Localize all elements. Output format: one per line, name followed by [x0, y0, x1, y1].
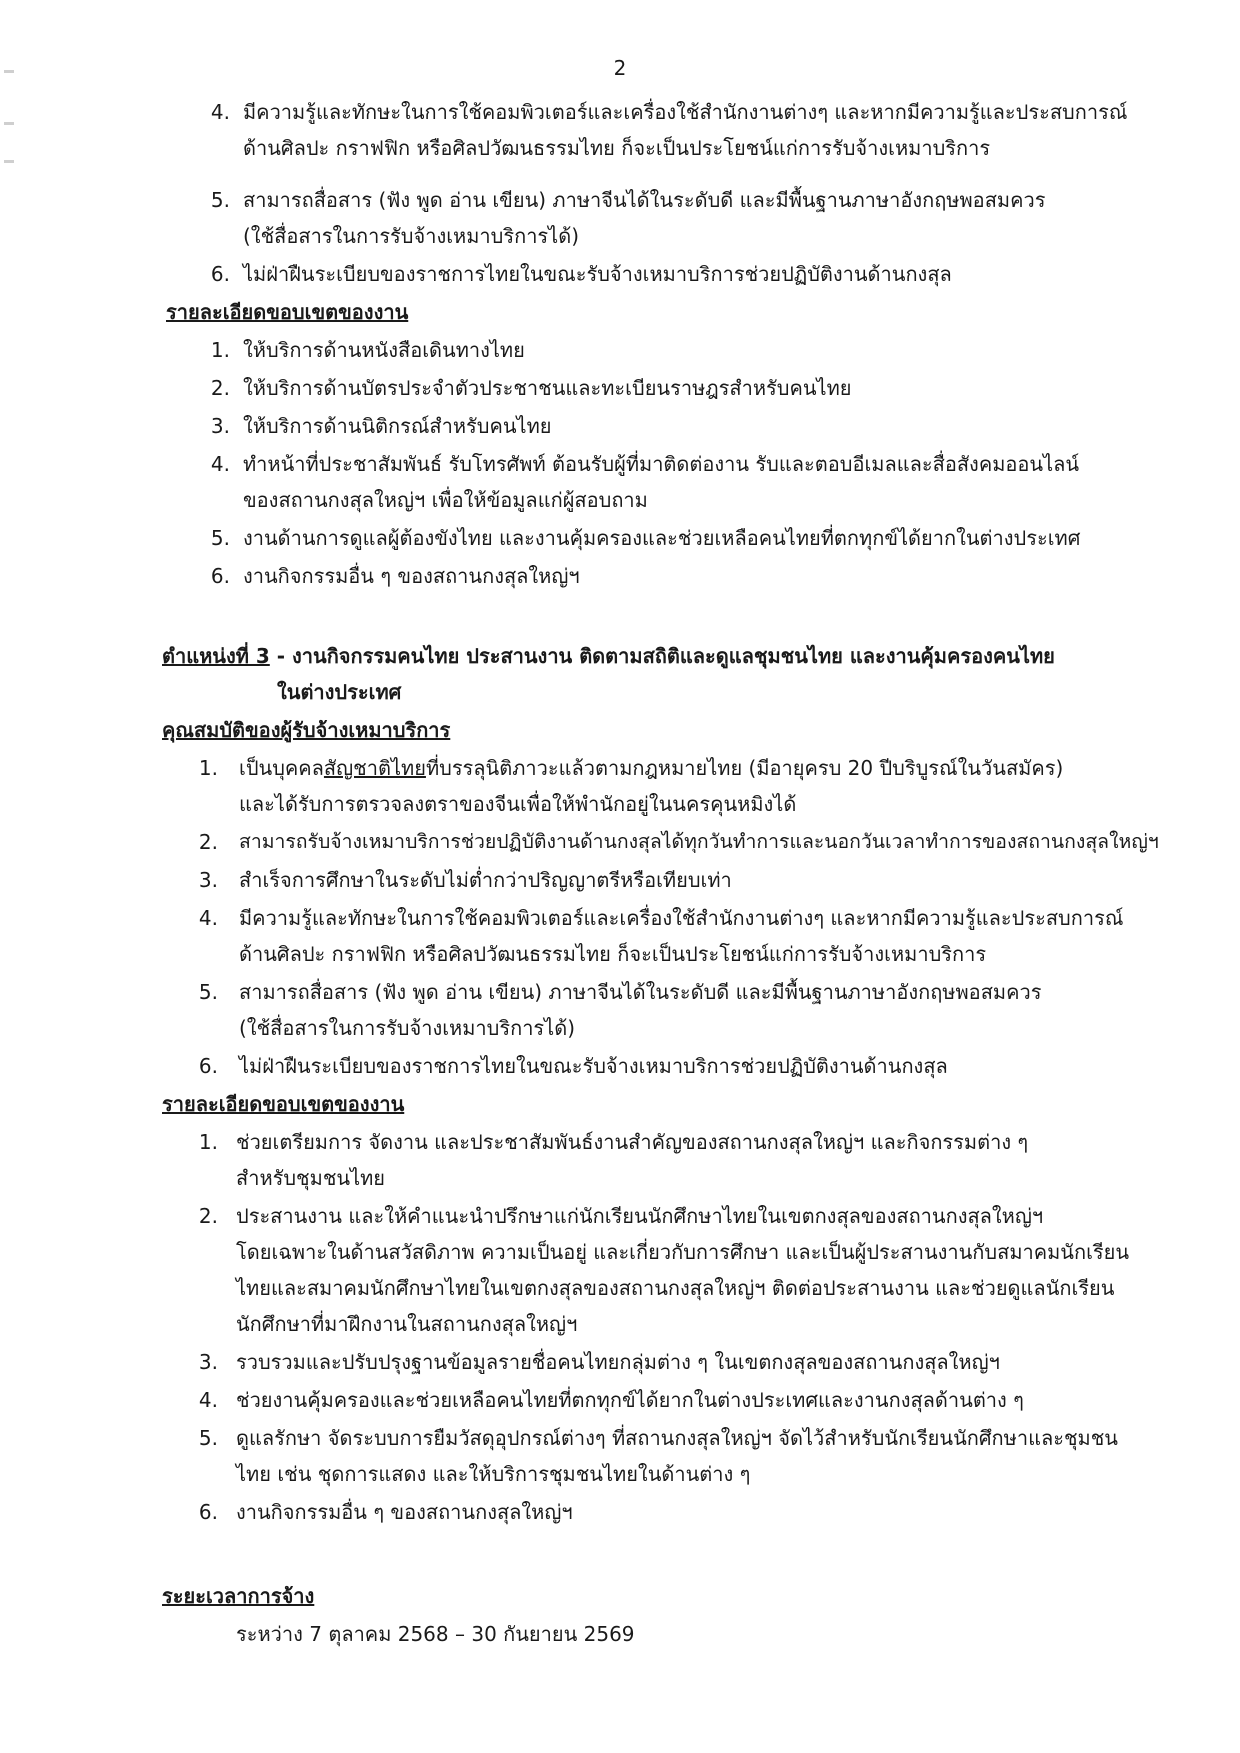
list-number: 6.: [198, 1054, 218, 1078]
scan-artifact: [4, 70, 14, 73]
list-item-text: รวบรวมและปรับปรุงฐานข้อมูลรายชื่อคนไทยกลุ่มต่าง ๆ ในเขตกงสุลของสถานกงสุลใหญ่ฯ: [236, 1350, 1000, 1374]
list-number: 6.: [210, 262, 230, 286]
list-item-text: สำหรับชุมชนไทย: [236, 1166, 386, 1190]
list-number: 3.: [198, 1350, 218, 1374]
list-item-text: ด้านศิลปะ กราฟฟิก หรือศิลปวัฒนธรรมไทย ก็จะเป็นประโยชน์แก่การรับจ้างเหมาบริการ: [243, 136, 991, 160]
list-item-text: (ใช้สื่อสารในการรับจ้างเหมาบริการได้): [239, 1016, 576, 1040]
list-number: 4.: [210, 100, 230, 124]
scan-artifact: [4, 160, 14, 163]
list-item-text: และได้รับการตรวจลงตราของจีนเพื่อให้พำนักอยู่ในนครคุนหมิงได้: [239, 792, 797, 816]
period-text: ระหว่าง 7 ตุลาคม 2568 – 30 กันยายน 2569: [236, 1622, 635, 1646]
list-item-text: สามารถรับจ้างเหมาบริการช่วยปฏิบัติงานด้านกงสุลได้ทุกวันทำการและนอกวันเวลาทำการของสถานกงสุลใหญ่ฯ: [239, 830, 1159, 853]
list-item-text: ไม่ฝ่าฝืนระเบียบของราชการไทยในขณะรับจ้างเหมาบริการช่วยปฏิบัติงานด้านกงสุล: [243, 262, 952, 286]
q1-underlined: สัญชาติไทย: [323, 756, 426, 780]
list-number: 5.: [210, 188, 230, 212]
list-item-text: ดูแลรักษา จัดระบบการยืมวัสดุอุปกรณ์ต่างๆ ที่สถานกงสุลใหญ่ฯ จัดไว้สำหรับนักเรียนนักศึกษาและชุมชน: [236, 1426, 1118, 1450]
list-item-text: ให้บริการด้านนิติกรณ์สำหรับคนไทย: [243, 414, 552, 438]
list-item-text: (ใช้สื่อสารในการรับจ้างเหมาบริการได้): [243, 224, 580, 248]
position-title-text: - งานกิจกรรมคนไทย ประสานงาน ติดตามสถิติและดูแลชุมชนไทย และงานคุ้มครองคนไทย: [269, 644, 1055, 668]
q1-post: ที่บรรลุนิติภาวะแล้วตามกฎหมายไทย (มีอายุครบ 20 ปีบริบูรณ์ในวันสมัคร): [425, 756, 1064, 780]
list-item-text: ช่วยเตรียมการ จัดงาน และประชาสัมพันธ์งานสำคัญของสถานกงสุลใหญ่ฯ และกิจกรรมต่าง ๆ: [236, 1130, 1029, 1154]
list-item-text: ทำหน้าที่ประชาสัมพันธ์ รับโทรศัพท์ ต้อนรับผู้ที่มาติดต่องาน รับและตอบอีเมลและสื่อสังคมออนไลน์: [243, 452, 1080, 476]
period-heading: ระยะเวลาการจ้าง: [162, 1584, 315, 1608]
list-number: 2.: [198, 830, 218, 854]
list-item-text: ด้านศิลปะ กราฟฟิก หรือศิลปวัฒนธรรมไทย ก็จะเป็นประโยชน์แก่การรับจ้างเหมาบริการ: [239, 942, 987, 966]
list-item-text: งานด้านการดูแลผู้ต้องขังไทย และงานคุ้มครองและช่วยเหลือคนไทยที่ตกทุกข์ได้ยากในต่างประเทศ: [243, 526, 1081, 550]
list-number: 4.: [210, 452, 230, 476]
list-item-text: ให้บริการด้านบัตรประจำตัวประชาชนและทะเบียนราษฎรสำหรับคนไทย: [243, 376, 852, 400]
list-item-text: สำเร็จการศึกษาในระดับไม่ต่ำกว่าปริญญาตรีหรือเทียบเท่า: [239, 868, 732, 892]
list-item-text: งานกิจกรรมอื่น ๆ ของสถานกงสุลใหญ่ฯ: [236, 1500, 573, 1524]
scope-heading: รายละเอียดขอบเขตของงาน: [162, 1092, 405, 1116]
q1-pre: เป็นบุคคล: [239, 756, 324, 780]
list-number: 5.: [198, 980, 218, 1004]
list-item-text: โดยเฉพาะในด้านสวัสดิภาพ ความเป็นอยู่ และเกี่ยวกับการศึกษา และเป็นผู้ประสานงานกับสมาคมนักเรียน: [236, 1240, 1130, 1264]
list-number: 6.: [198, 1500, 218, 1524]
list-item-text: ช่วยงานคุ้มครองและช่วยเหลือคนไทยที่ตกทุกข์ได้ยากในต่างประเทศและงานกงสุลด้านต่าง ๆ: [236, 1388, 1024, 1412]
list-item-text: สามารถสื่อสาร (ฟัง พูด อ่าน เขียน) ภาษาจีนได้ในระดับดี และมีพื้นฐานภาษาอังกฤษพอสมควร: [239, 980, 1042, 1004]
list-item-text: ให้บริการด้านหนังสือเดินทางไทย: [243, 338, 525, 362]
list-item-text: ไทยและสมาคมนักศึกษาไทยในเขตกงสุลของสถานกงสุลใหญ่ฯ ติดต่อประสานงาน และช่วยดูแลนักเรียน: [236, 1276, 1115, 1300]
list-number: 2.: [210, 376, 230, 400]
list-item-text: ของสถานกงสุลใหญ่ฯ เพื่อให้ข้อมูลแก่ผู้สอบถาม: [243, 488, 648, 512]
list-number: 1.: [198, 1130, 218, 1154]
list-item-text: มีความรู้และทักษะในการใช้คอมพิวเตอร์และเครื่องใช้สำนักงานต่างๆ และหากมีความรู้และประสบการณ์: [243, 100, 1128, 124]
list-item-text: [239, 754, 1063, 782]
list-number: 4.: [198, 1388, 218, 1412]
list-item-text: นักศึกษาที่มาฝึกงานในสถานกงสุลใหญ่ฯ: [236, 1312, 578, 1336]
scan-artifact: [4, 122, 14, 125]
list-item-text: ไม่ฝ่าฝืนระเบียบของราชการไทยในขณะรับจ้างเหมาบริการช่วยปฏิบัติงานด้านกงสุล: [239, 1054, 948, 1078]
list-number: 4.: [198, 906, 218, 930]
position-title-line2: ในต่างประเทศ: [277, 680, 402, 704]
list-number: 1.: [210, 338, 230, 362]
list-item-text: สามารถสื่อสาร (ฟัง พูด อ่าน เขียน) ภาษาจีนได้ในระดับดี และมีพื้นฐานภาษาอังกฤษพอสมควร: [243, 188, 1046, 212]
list-item-text: งานกิจกรรมอื่น ๆ ของสถานกงสุลใหญ่ฯ: [243, 564, 580, 588]
list-number: 6.: [210, 564, 230, 588]
list-item-text: มีความรู้และทักษะในการใช้คอมพิวเตอร์และเครื่องใช้สำนักงานต่างๆ และหากมีความรู้และประสบการณ์: [239, 906, 1124, 930]
qualifications-heading: คุณสมบัติของผู้รับจ้างเหมาบริการ: [162, 718, 451, 742]
list-item-text: ประสานงาน และให้คำแนะนำปรึกษาแก่นักเรียนนักศึกษาไทยในเขตกงสุลของสถานกงสุลใหญ่ฯ: [236, 1204, 1044, 1228]
list-number: 1.: [198, 756, 218, 780]
list-item-text: ไทย เช่น ชุดการแสดง และให้บริการชุมชนไทยในด้านต่าง ๆ: [236, 1462, 751, 1486]
list-number: 3.: [198, 868, 218, 892]
list-number: 5.: [198, 1426, 218, 1450]
list-number: 5.: [210, 526, 230, 550]
page-number: 2: [613, 56, 627, 80]
position-title: [162, 642, 1055, 670]
position-label: ตำแหน่งที่ 3: [162, 644, 270, 668]
list-number: 3.: [210, 414, 230, 438]
scope-heading: รายละเอียดขอบเขตของงาน: [166, 300, 409, 324]
list-number: 2.: [198, 1204, 218, 1228]
